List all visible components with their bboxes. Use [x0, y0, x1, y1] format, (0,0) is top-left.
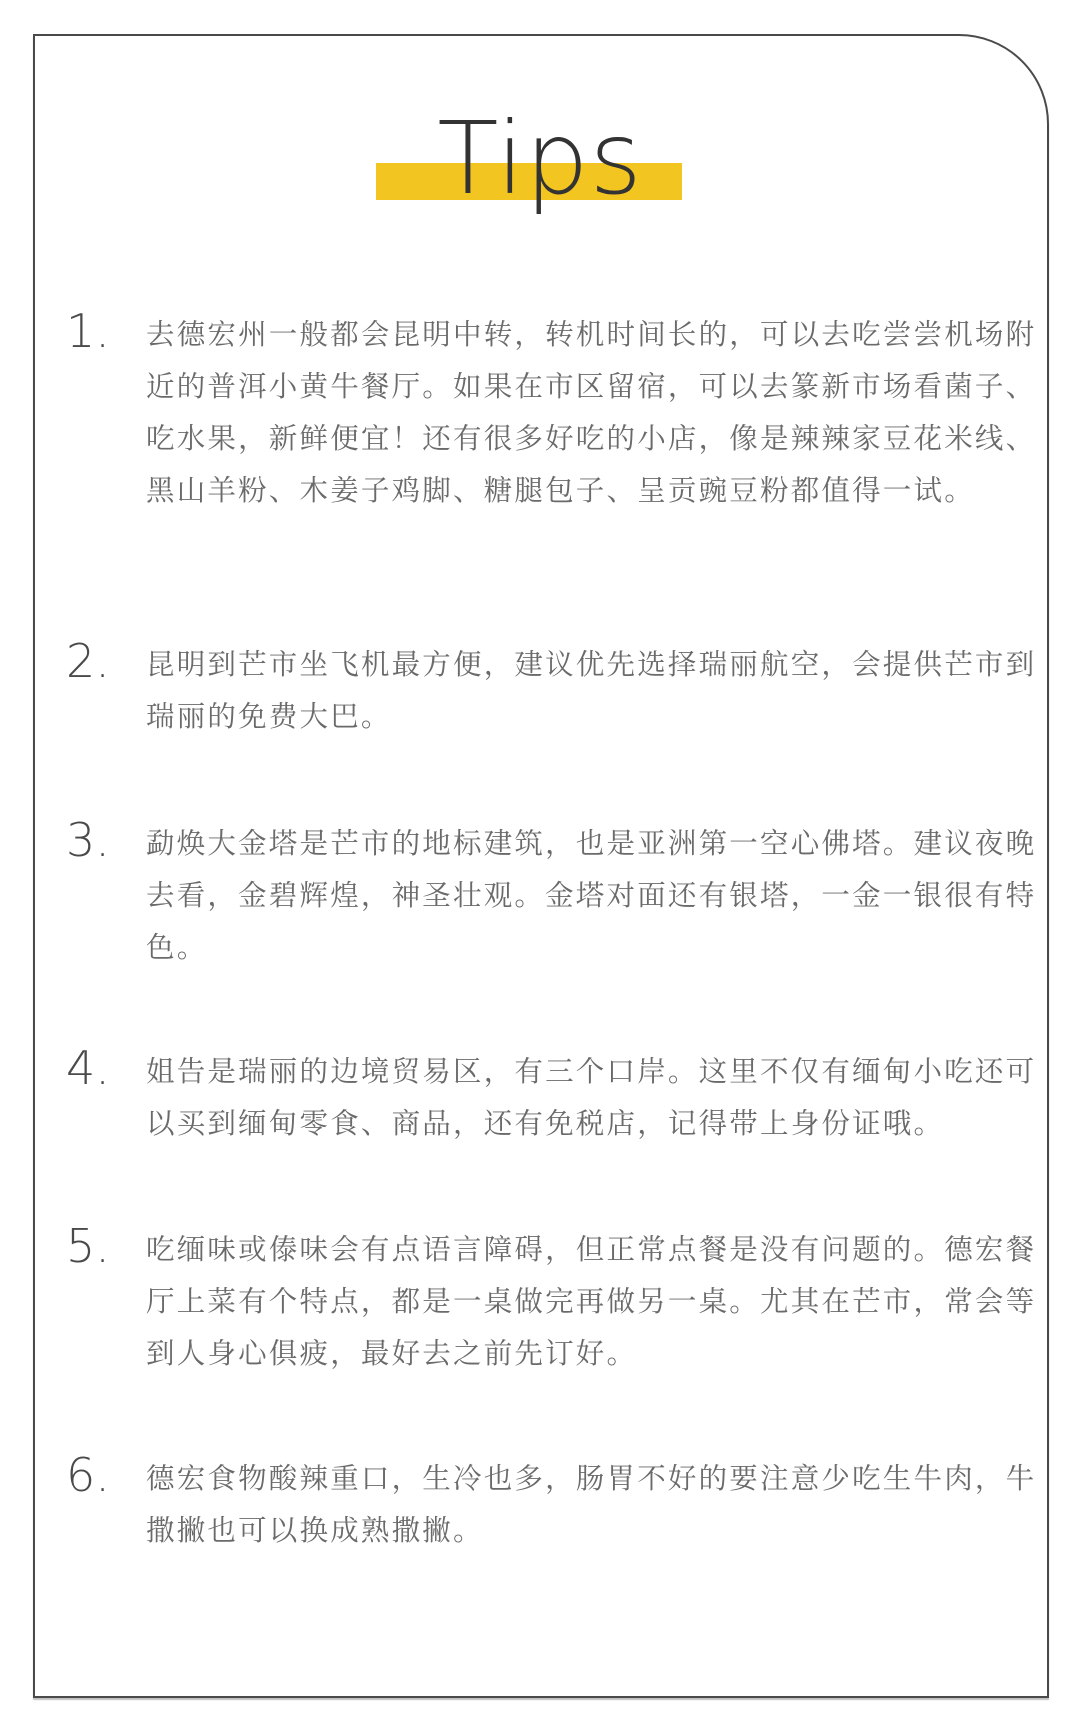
page-title: Tips [437, 100, 643, 217]
tip-number: 2. [66, 634, 110, 688]
tip-text: 勐焕大金塔是芒市的地标建筑，也是亚洲第一空心佛塔。建议夜晚去看，金碧辉煌，神圣壮观。金塔对面还有银塔，一金一银很有特色。 [146, 827, 1037, 964]
tip-text: 昆明到芒市坐飞机最方便，建议优先选择瑞丽航空，会提供芒市到瑞丽的免费大巴。 [146, 648, 1037, 733]
title-section [0, 0, 1080, 240]
tip-number: 1. [66, 304, 110, 358]
tip-number: 3. [66, 813, 110, 867]
tip-number: 4. [66, 1041, 110, 1095]
tip-number: 6. [66, 1448, 110, 1502]
tip-number: 5. [66, 1219, 110, 1273]
tip-text: 去德宏州一般都会昆明中转，转机时间长的，可以去吃尝尝机场附近的普洱小黄牛餐厅。如果在市区留宿，可以去篆新市场看菌子、吃水果，新鲜便宜！还有很多好吃的小店，像是辣辣家豆花米线、黑山羊粉、木姜子鸡脚、糖腿包子、呈贡豌豆粉都值得一试。 [146, 318, 1037, 507]
tip-text: 德宏食物酸辣重口，生冷也多，肠胃不好的要注意少吃生牛肉，牛撒撇也可以换成熟撒撇。 [146, 1462, 1037, 1547]
tip-text: 姐告是瑞丽的边境贸易区，有三个口岸。这里不仅有缅甸小吃还可以买到缅甸零食、商品，还有免税店，记得带上身份证哦。 [146, 1055, 1037, 1140]
tip-text: 吃缅味或傣味会有点语言障碍，但正常点餐是没有问题的。德宏餐厅上菜有个特点，都是一桌做完再做另一桌。尤其在芒市，常会等到人身心俱疲，最好去之前先订好。 [146, 1233, 1037, 1370]
